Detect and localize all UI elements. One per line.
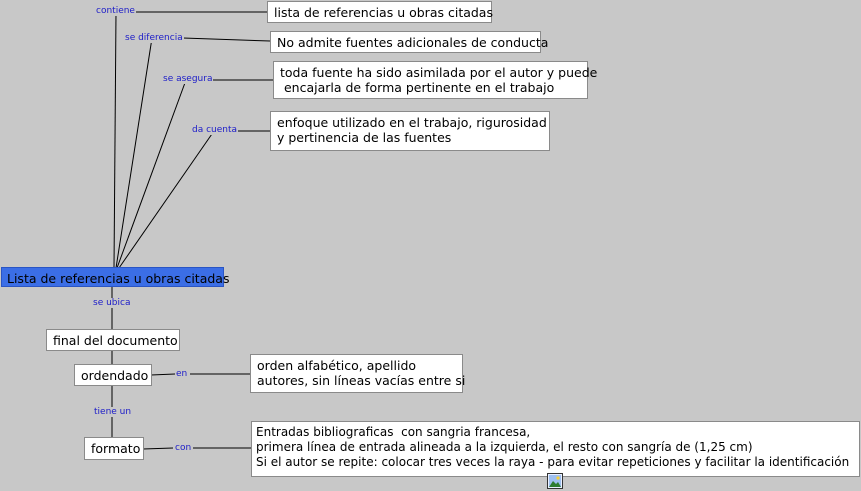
line-se-diferencia	[116, 38, 152, 268]
concept-node-entradas[interactable]	[251, 421, 860, 477]
line-se-asegura	[117, 80, 186, 268]
concept-node-lista[interactable]	[267, 1, 492, 23]
link-label-se-ubica: se ubica	[93, 298, 131, 308]
concept-text: ordendado	[81, 368, 149, 383]
concept-text: enfoque utilizado en el trabajo, rigurosidad	[277, 115, 547, 130]
link-label-contiene: contiene	[96, 6, 135, 16]
concept-text: autores, sin líneas vacías entre si	[257, 373, 466, 388]
link-label-tiene-un: tiene un	[94, 407, 132, 417]
concept-node-no-admite[interactable]	[270, 31, 549, 53]
concept-text: y pertinencia de las fuentes	[277, 130, 452, 145]
image-icon[interactable]	[547, 473, 563, 489]
line-da-cuenta	[119, 131, 214, 268]
concept-text: No admite fuentes adicionales de conducta	[277, 35, 549, 50]
main-concept-node[interactable]	[1, 267, 230, 287]
link-label-con: con	[175, 443, 192, 453]
concept-text: encajarla de forma pertinente en el trabajo	[280, 80, 555, 95]
link-label-en: en	[176, 369, 188, 379]
concept-text: lista de referencias u obras citadas	[274, 5, 493, 20]
concept-node-toda-fuente[interactable]	[273, 61, 598, 99]
concept-node-enfoque[interactable]	[270, 111, 550, 151]
concept-text: primera línea de entrada alineada a la izquierda, el resto con sangría de (1,25 cm)	[256, 440, 753, 454]
concept-node-formato[interactable]	[84, 437, 144, 460]
main-concept-label: Lista de referencias u obras citadas	[7, 271, 230, 286]
concept-node-orden-alfabetico[interactable]	[250, 354, 466, 393]
concept-text: orden alfabético, apellido	[257, 358, 417, 373]
link-label-da-cuenta: da cuenta	[192, 125, 238, 135]
concept-node-final-documento[interactable]	[46, 329, 180, 351]
concept-text: toda fuente ha sido asimilada por el autor y puede	[280, 65, 598, 80]
link-label-se-asegura: se asegura	[163, 74, 213, 84]
line-contiene	[114, 12, 116, 268]
link-label-se-diferencia: se diferencia	[125, 33, 183, 43]
concept-text: formato	[91, 441, 141, 456]
concept-text: Si el autor se repite: colocar tres veces la raya - para evitar repeticiones y facilitar la identificación	[256, 455, 850, 469]
concept-text: Entradas bibliograficas con sangria francesa,	[256, 425, 531, 439]
concept-node-ordenado[interactable]	[74, 364, 152, 386]
concept-text: final del documento	[53, 333, 178, 348]
